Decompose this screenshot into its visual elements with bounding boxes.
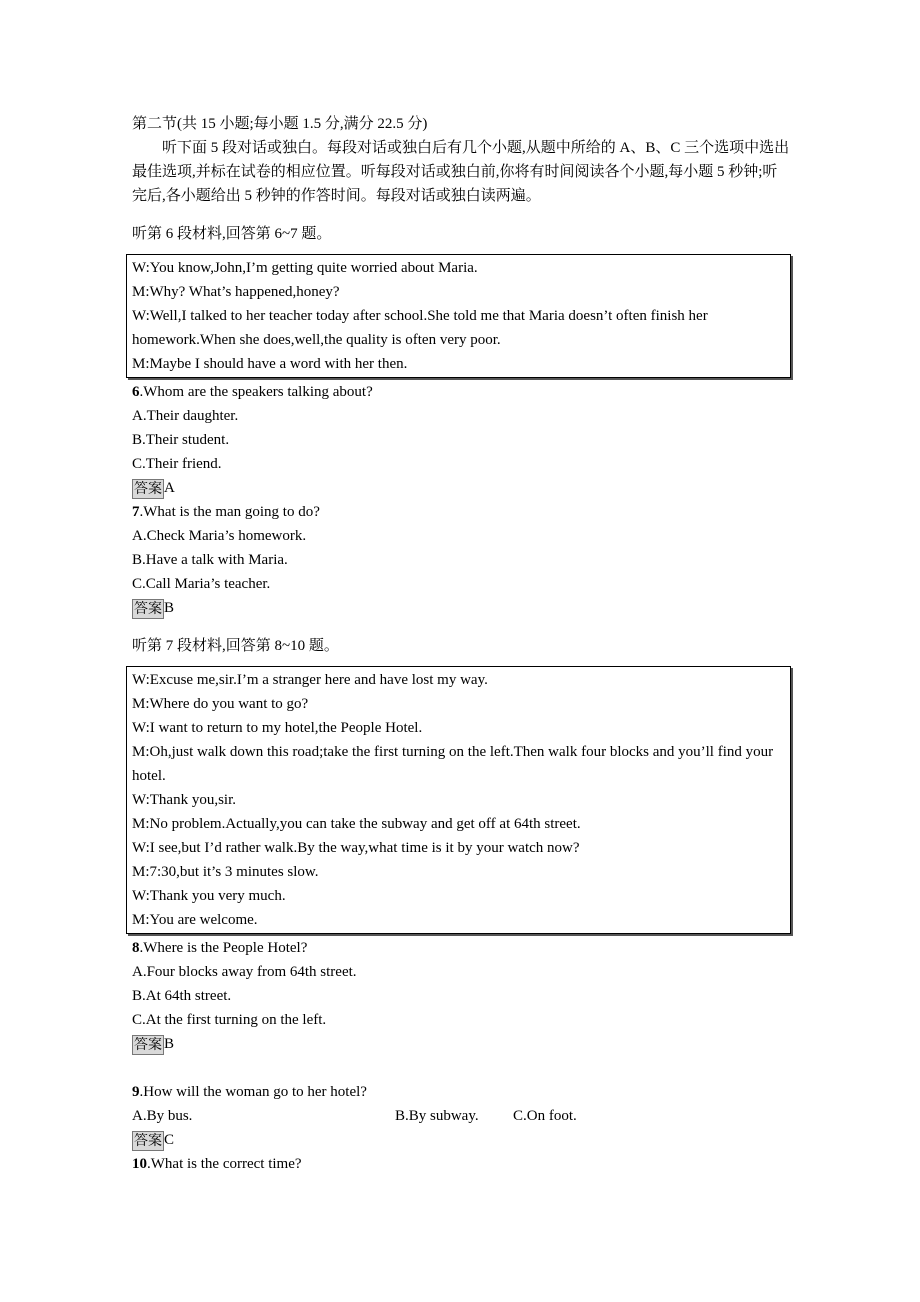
section-instructions: 听下面 5 段对话或独白。每段对话或独白后有几个小题,从题中所给的 A、B、C 三个选项中选出最佳选项,并标在试卷的相应位置。听每段对话或独白前,你将有时间阅读各个小题,每小题 5 秒钟;听完后,各小题给出 5 秒钟的作答时间。每段对话或独白读两遍。 [132, 140, 790, 204]
answer-badge: 答案 [134, 1132, 162, 1149]
part6-dialogue-box [126, 254, 791, 378]
dialogue-line: M:Why? What’s happened,honey? [132, 284, 340, 300]
option: C.At the first turning on the left. [132, 1012, 327, 1028]
answer-row [132, 1032, 792, 1056]
option: A.Check Maria’s homework. [132, 528, 307, 544]
option: A.By bus. [132, 1108, 193, 1124]
question-text: .What is the correct time? [147, 1156, 302, 1172]
answer-badge: 答案 [134, 1036, 162, 1053]
question-7 [132, 500, 792, 524]
question-6 [132, 380, 792, 404]
option: C.Call Maria’s teacher. [132, 576, 271, 592]
dialogue-line: W:Thank you very much. [132, 888, 286, 904]
answer-badge: 答案 [134, 600, 162, 617]
question-text: .Whom are the speakers talking about? [139, 384, 373, 400]
question-8 [132, 936, 792, 960]
option: B.Have a talk with Maria. [132, 552, 288, 568]
question-text: .What is the man going to do? [139, 504, 320, 520]
answer-value: A [164, 480, 175, 496]
question-number: 10 [132, 1156, 147, 1172]
question-text: .Where is the People Hotel? [139, 940, 308, 956]
option: B.By subway. [395, 1108, 479, 1124]
question-10 [132, 1152, 792, 1176]
option: A.Their daughter. [132, 408, 239, 424]
dialogue-line: W:Thank you,sir. [132, 792, 237, 808]
blank-line [132, 1056, 792, 1080]
answer-row [132, 1128, 792, 1152]
dialogue-line: W:You know,John,I’m getting quite worried about Maria. [132, 260, 478, 276]
dialogue-line: W:Well,I talked to her teacher today after school.She told me that Maria doesn’t often finish her homework.When she does,well,the quality is often very poor. [132, 308, 708, 348]
question-9 [132, 1080, 792, 1104]
part6-heading: 听第 6 段材料,回答第 6~7 题。 [132, 226, 332, 242]
answer-badge: 答案 [134, 480, 162, 497]
option: A.Four blocks away from 64th street. [132, 964, 357, 980]
dialogue-line: M:No problem.Actually,you can take the subway and get off at 64th street. [132, 816, 581, 832]
option: B.At 64th street. [132, 988, 232, 1004]
dialogue-line: W:I want to return to my hotel,the People Hotel. [132, 720, 423, 736]
options-row [132, 1104, 792, 1128]
dialogue-line: M:Oh,just walk down this road;take the first turning on the left.Then walk four blocks and you’ll find your hotel. [132, 744, 774, 784]
option: C.On foot. [513, 1108, 577, 1124]
question-number: 6 [132, 384, 140, 400]
dialogue-line: W:I see,but I’d rather walk.By the way,what time is it by your watch now? [132, 840, 580, 856]
answer-value: B [164, 600, 175, 616]
answer-row [132, 596, 792, 620]
dialogue-line: W:Excuse me,sir.I’m a stranger here and have lost my way. [132, 672, 488, 688]
dialogue-line: M:7:30,but it’s 3 minutes slow. [132, 864, 319, 880]
question-number: 9 [132, 1084, 140, 1100]
question-text: .How will the woman go to her hotel? [139, 1084, 367, 1100]
dialogue-line: M:You are welcome. [132, 912, 258, 928]
question-number: 7 [132, 504, 140, 520]
answer-row [132, 476, 792, 500]
answer-value: B [164, 1036, 175, 1052]
section-title: 第二节(共 15 小题;每小题 1.5 分,满分 22.5 分) [132, 116, 428, 132]
dialogue-line: M:Maybe I should have a word with her then. [132, 356, 408, 372]
question-number: 8 [132, 940, 140, 956]
dialogue-line: M:Where do you want to go? [132, 696, 309, 712]
part7-heading: 听第 7 段材料,回答第 8~10 题。 [132, 638, 339, 654]
option: B.Their student. [132, 432, 230, 448]
option: C.Their friend. [132, 456, 222, 472]
answer-value: C [164, 1132, 175, 1148]
part7-dialogue-box [126, 666, 791, 934]
